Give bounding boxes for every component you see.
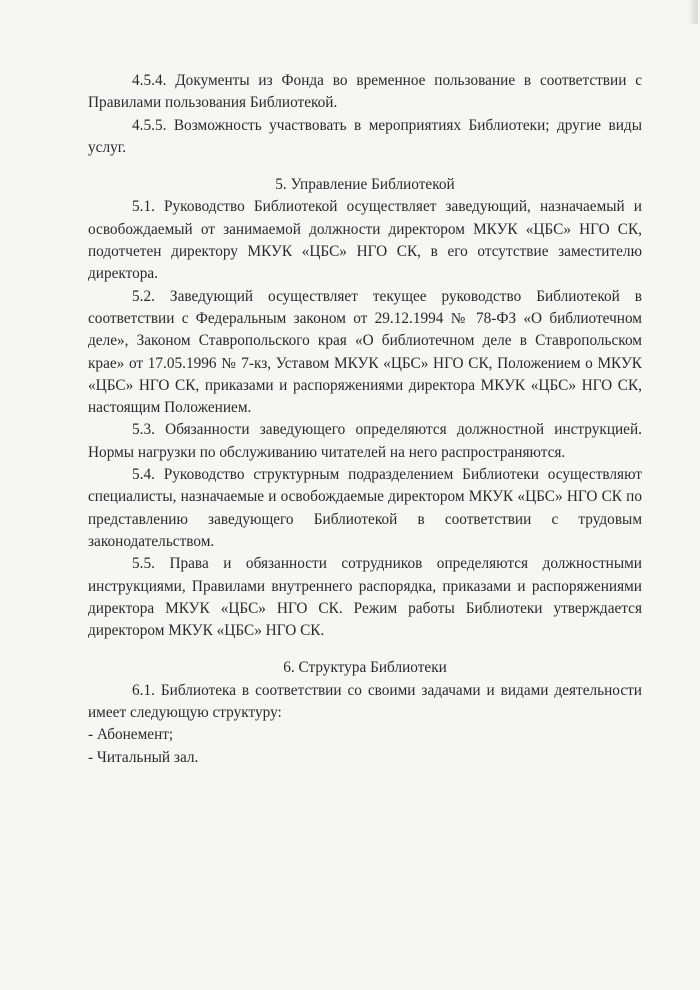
list-item-reading-room: - Читальный зал. xyxy=(88,748,199,766)
paragraph-5-2: 5.2. Заведующий осуществляет текущее руководство Библиотекой в соответствии с Федеральным законом от 29.12.1994 № 78-ФЗ «О библиотечном деле», Законом Ставропольского края «О библиотечном деле в Ставропольском крае» от 17.05.1996 № 7-кз, Уставом МКУК «ЦБС» НГО СК, Положением о МКУК «ЦБС» НГО СК, приказами и распоряжениями директора МКУК «ЦБС» НГО СК, настоящим Положением. xyxy=(88,287,642,417)
paragraph-4-5-4: 4.5.4. Документы из Фонда во временное пользование в соответствии с Правилами пользования Библиотекой. xyxy=(88,72,642,112)
paragraph-5-4: 5.4. Руководство структурным подразделением Библиотеки осуществляют специалисты, назначаемые и освобождаемые директором МКУК «ЦБС» НГО СК по представлению заведующего Библиотекой в соответствии с трудовым законодательством. xyxy=(88,466,642,550)
paragraph-6-1: 6.1. Библиотека в соответствии со своими задачами и видами деятельности имеет следующую структуру: xyxy=(88,681,642,722)
paragraph-4-5-5: 4.5.5. Возможность участвовать в мероприятиях Библиотеки; другие виды услуг. xyxy=(88,116,642,156)
paragraph-5-1: 5.1. Руководство Библиотекой осуществляет заведующий, назначаемый и освобождаемый от занимаемой должности директором МКУК «ЦБС» НГО СК, подотчетен директору МКУК «ЦБС» НГО СК, в его отсутствие заместителю директора. xyxy=(88,198,642,283)
document-body xyxy=(88,70,642,769)
list-item-abonement: - Абонемент; xyxy=(88,726,174,744)
paragraph-5-3: 5.3. Обязанности заведующего определяются должностной инструкцией. Нормы нагрузки по обслуживанию читателей на него распространяются. xyxy=(88,421,642,461)
scan-edge-shadow xyxy=(688,0,698,24)
section-5-heading: 5. Управление Библиотекой xyxy=(275,176,455,194)
paragraph-5-5: 5.5. Права и обязанности сотрудников определяются должностными инструкциями, Правилами внутреннего распорядка, приказами и распоряжениями директора МКУК «ЦБС» НГО СК. Режим работы Библиотеки утверждается директором МКУК «ЦБС» НГО СК. xyxy=(88,555,642,640)
section-6-heading: 6. Структура Библиотеки xyxy=(283,659,447,677)
